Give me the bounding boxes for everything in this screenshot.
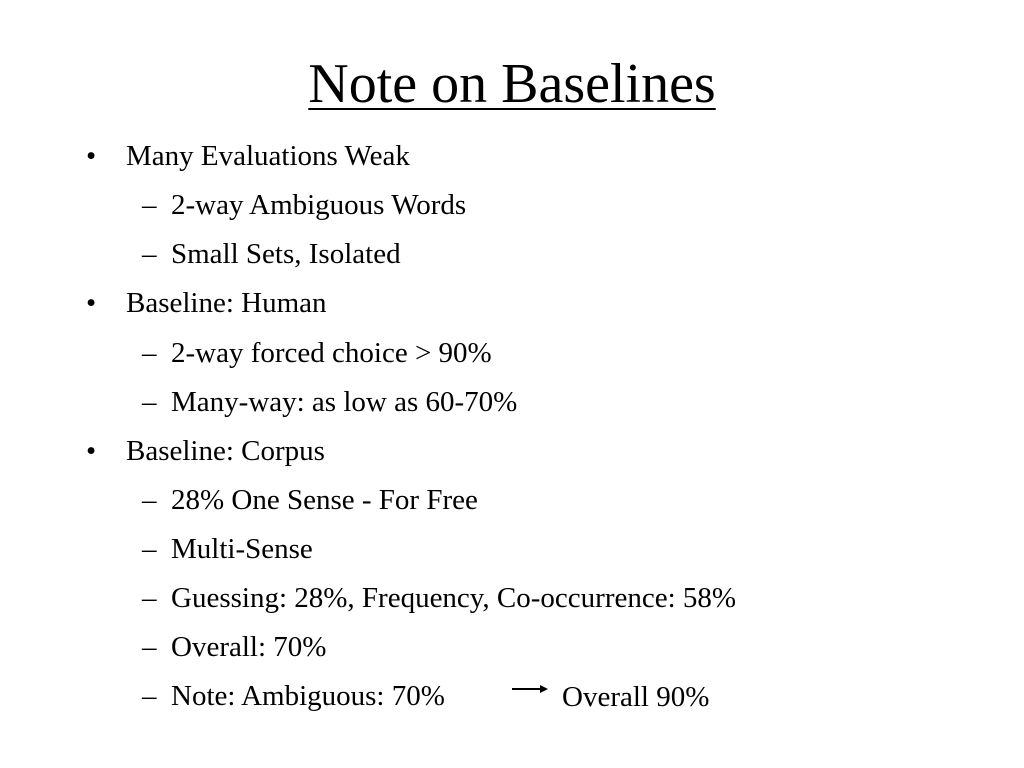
sub-bullet-text: 2-way forced choice > 90% — [171, 337, 492, 369]
sub-bullet-text: Multi-Sense — [171, 533, 313, 565]
dash-marker: – — [142, 582, 157, 614]
right-arrow-icon — [510, 679, 550, 699]
bullet-text: Many Evaluations Weak — [126, 140, 410, 172]
sub-bullet-text: 2-way Ambiguous Words — [171, 189, 467, 221]
sub-bullet-text: Many-way: as low as 60-70% — [171, 386, 518, 418]
dash-marker: – — [142, 484, 157, 516]
bullet-marker: • — [86, 435, 97, 467]
dash-marker: – — [142, 680, 157, 712]
bullet-text: Baseline: Human — [126, 287, 327, 319]
dash-marker: – — [142, 238, 157, 270]
sub-bullet-text: Overall: 70% — [171, 631, 327, 663]
dash-marker: – — [142, 631, 157, 663]
sub-bullet-text: 28% One Sense - For Free — [171, 484, 478, 516]
dash-marker: – — [142, 386, 157, 418]
arrow-annotation-text: Overall 90% — [562, 681, 710, 713]
dash-marker: – — [142, 189, 157, 221]
bullet-text: Baseline: Corpus — [126, 435, 325, 467]
sub-bullet-text: Guessing: 28%, Frequency, Co-occurrence: 58% — [171, 582, 737, 614]
bullet-marker: • — [86, 140, 97, 172]
slide-title-text: Note on Baselines — [308, 53, 716, 115]
bullet-marker: • — [86, 287, 97, 319]
dash-marker: – — [142, 337, 157, 369]
dash-marker: – — [142, 533, 157, 565]
sub-bullet-text: Note: Ambiguous: 70% — [171, 680, 445, 712]
sub-bullet-text: Small Sets, Isolated — [171, 238, 401, 270]
